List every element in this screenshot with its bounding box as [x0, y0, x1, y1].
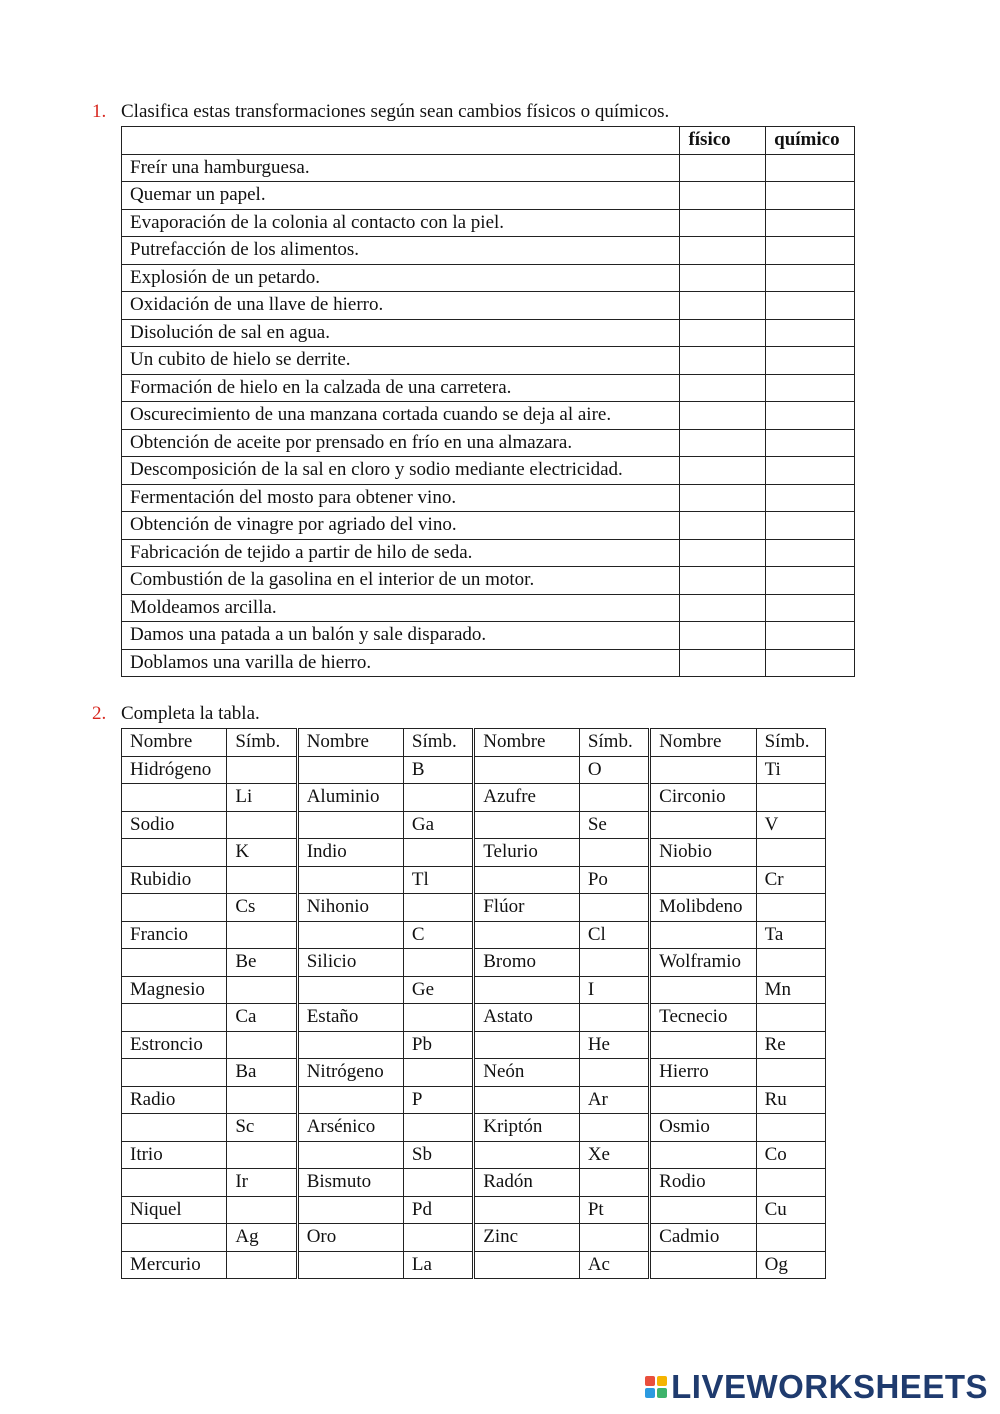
name-answer-cell[interactable]: [474, 1086, 580, 1114]
name-answer-cell[interactable]: [474, 866, 580, 894]
question-1-prompt: Clasifica estas transformaciones según sean cambios físicos o químicos.: [121, 101, 670, 122]
fisico-answer-cell[interactable]: [680, 154, 766, 182]
element-name: Wolframio: [650, 949, 756, 977]
table-row: [122, 539, 855, 567]
element-name: Rodio: [650, 1169, 756, 1197]
element-name: Itrio: [122, 1141, 227, 1169]
name-answer-cell[interactable]: [297, 976, 403, 1004]
element-symbol: Re: [756, 1031, 825, 1059]
fisico-answer-cell[interactable]: [680, 319, 766, 347]
fisico-answer-cell[interactable]: [680, 237, 766, 265]
symbol-answer-cell[interactable]: [403, 1114, 473, 1142]
liveworksheets-logo-icon: [645, 1376, 667, 1398]
name-answer-cell[interactable]: [650, 811, 756, 839]
element-name: Nitrógeno: [297, 1059, 403, 1087]
name-answer-cell[interactable]: [650, 976, 756, 1004]
element-name: Niobio: [650, 839, 756, 867]
table-row: [122, 811, 826, 839]
element-name: Hierro: [650, 1059, 756, 1087]
element-symbol: Cu: [756, 1196, 825, 1224]
table-row: [122, 484, 855, 512]
table-row: [122, 622, 855, 650]
symbol-answer-cell[interactable]: [403, 894, 473, 922]
header-simbolo: Símb.: [756, 729, 825, 757]
element-symbol: Be: [227, 949, 297, 977]
element-symbol: Sc: [227, 1114, 297, 1142]
fisico-answer-cell[interactable]: [680, 457, 766, 485]
element-name: Estaño: [297, 1004, 403, 1032]
quimico-answer-cell[interactable]: [766, 649, 855, 677]
element-name: Zinc: [474, 1224, 580, 1252]
element-name: Osmio: [650, 1114, 756, 1142]
transformation-label: Evaporación de la colonia al contacto con la piel.: [122, 209, 680, 237]
element-symbol: Ru: [756, 1086, 825, 1114]
symbol-answer-cell[interactable]: [227, 1031, 297, 1059]
quimico-answer-cell[interactable]: [766, 457, 855, 485]
table-row: [122, 1004, 826, 1032]
name-answer-cell[interactable]: [474, 921, 580, 949]
symbol-answer-cell[interactable]: [403, 784, 473, 812]
name-answer-cell[interactable]: [297, 1251, 403, 1279]
element-name: Estroncio: [122, 1031, 227, 1059]
table-header-row: [122, 127, 855, 155]
fisico-answer-cell[interactable]: [680, 209, 766, 237]
table-row: [122, 319, 855, 347]
name-answer-cell[interactable]: [122, 1004, 227, 1032]
element-name: Mercurio: [122, 1251, 227, 1279]
element-symbol: Sb: [403, 1141, 473, 1169]
quimico-answer-cell[interactable]: [766, 182, 855, 210]
table-row: [122, 756, 826, 784]
element-name: Tecnecio: [650, 1004, 756, 1032]
symbol-answer-cell[interactable]: [579, 1059, 649, 1087]
name-answer-cell[interactable]: [122, 784, 227, 812]
table-row: [122, 1114, 826, 1142]
name-answer-cell[interactable]: [122, 839, 227, 867]
header-simbolo: Símb.: [403, 729, 473, 757]
element-symbol: Pb: [403, 1031, 473, 1059]
element-symbol: Cr: [756, 866, 825, 894]
symbol-answer-cell[interactable]: [756, 784, 825, 812]
quimico-answer-cell[interactable]: [766, 319, 855, 347]
name-answer-cell[interactable]: [297, 811, 403, 839]
fisico-answer-cell[interactable]: [680, 347, 766, 375]
transformation-label: Obtención de vinagre por agriado del vino.: [122, 512, 680, 540]
element-name: Cadmio: [650, 1224, 756, 1252]
fisico-answer-cell[interactable]: [680, 292, 766, 320]
symbol-answer-cell[interactable]: [579, 839, 649, 867]
symbol-answer-cell[interactable]: [756, 1114, 825, 1142]
element-name: Telurio: [474, 839, 580, 867]
symbol-answer-cell[interactable]: [227, 756, 297, 784]
element-name: Bromo: [474, 949, 580, 977]
table-row: [122, 402, 855, 430]
question-2-prompt: Completa la tabla.: [121, 703, 260, 724]
element-name: Indio: [297, 839, 403, 867]
table-row: [122, 839, 826, 867]
name-answer-cell[interactable]: [297, 1031, 403, 1059]
quimico-answer-cell[interactable]: [766, 264, 855, 292]
table-row: [122, 1031, 826, 1059]
symbol-answer-cell[interactable]: [227, 811, 297, 839]
symbol-answer-cell[interactable]: [227, 1251, 297, 1279]
question-2: [92, 703, 260, 725]
element-symbol: O: [579, 756, 649, 784]
symbol-answer-cell[interactable]: [756, 839, 825, 867]
element-name: Azufre: [474, 784, 580, 812]
element-name: Radio: [122, 1086, 227, 1114]
element-name: Hidrógeno: [122, 756, 227, 784]
element-symbol: Ti: [756, 756, 825, 784]
symbol-answer-cell[interactable]: [403, 1004, 473, 1032]
fisico-answer-cell[interactable]: [680, 484, 766, 512]
element-symbol: Ir: [227, 1169, 297, 1197]
header-simbolo: Símb.: [579, 729, 649, 757]
element-symbol: Mn: [756, 976, 825, 1004]
header-quimico: químico: [766, 127, 855, 155]
element-symbol: Ge: [403, 976, 473, 1004]
fisico-answer-cell[interactable]: [680, 594, 766, 622]
element-name: Magnesio: [122, 976, 227, 1004]
quimico-answer-cell[interactable]: [766, 154, 855, 182]
symbol-answer-cell[interactable]: [579, 1169, 649, 1197]
table-row: [122, 1169, 826, 1197]
table-row: [122, 567, 855, 595]
transformation-label: Freír una hamburguesa.: [122, 154, 680, 182]
name-answer-cell[interactable]: [297, 921, 403, 949]
name-answer-cell[interactable]: [650, 1251, 756, 1279]
element-name: Arsénico: [297, 1114, 403, 1142]
symbol-answer-cell[interactable]: [756, 1169, 825, 1197]
transformation-label: Oscurecimiento de una manzana cortada cuando se deja al aire.: [122, 402, 680, 430]
table-row: [122, 154, 855, 182]
element-name: Bismuto: [297, 1169, 403, 1197]
transformation-label: Fermentación del mosto para obtener vino.: [122, 484, 680, 512]
name-answer-cell[interactable]: [474, 1031, 580, 1059]
element-name: Circonio: [650, 784, 756, 812]
name-answer-cell[interactable]: [122, 1169, 227, 1197]
fisico-answer-cell[interactable]: [680, 182, 766, 210]
element-symbol: Ta: [756, 921, 825, 949]
table-row: [122, 292, 855, 320]
fisico-answer-cell[interactable]: [680, 649, 766, 677]
symbol-answer-cell[interactable]: [227, 1086, 297, 1114]
quimico-answer-cell[interactable]: [766, 512, 855, 540]
brand-name: LIVEWORKSHEETS: [671, 1368, 988, 1405]
element-symbol: Ba: [227, 1059, 297, 1087]
element-symbol: La: [403, 1251, 473, 1279]
quimico-answer-cell[interactable]: [766, 292, 855, 320]
element-name: Francio: [122, 921, 227, 949]
table-row: [122, 237, 855, 265]
symbol-answer-cell[interactable]: [579, 1224, 649, 1252]
element-symbol: Pt: [579, 1196, 649, 1224]
transformation-label: Disolución de sal en agua.: [122, 319, 680, 347]
question-1: [92, 101, 669, 123]
header-nombre: Nombre: [650, 729, 756, 757]
element-name: Sodio: [122, 811, 227, 839]
quimico-answer-cell[interactable]: [766, 429, 855, 457]
question-1-number: 1.: [92, 101, 107, 122]
name-answer-cell[interactable]: [122, 1059, 227, 1087]
quimico-answer-cell[interactable]: [766, 402, 855, 430]
transformation-label: Doblamos una varilla de hierro.: [122, 649, 680, 677]
symbol-answer-cell[interactable]: [756, 1004, 825, 1032]
classification-table: [121, 126, 855, 677]
elements-table: [121, 728, 826, 1279]
quimico-answer-cell[interactable]: [766, 347, 855, 375]
name-answer-cell[interactable]: [650, 921, 756, 949]
name-answer-cell[interactable]: [297, 1141, 403, 1169]
name-answer-cell[interactable]: [297, 866, 403, 894]
name-answer-cell[interactable]: [297, 756, 403, 784]
name-answer-cell[interactable]: [650, 1086, 756, 1114]
element-symbol: He: [579, 1031, 649, 1059]
element-symbol: Cs: [227, 894, 297, 922]
table-row: [122, 594, 855, 622]
table-row: [122, 949, 826, 977]
element-name: Rubidio: [122, 866, 227, 894]
table-row: [122, 976, 826, 1004]
transformation-label: Quemar un papel.: [122, 182, 680, 210]
element-name: Molibdeno: [650, 894, 756, 922]
name-answer-cell[interactable]: [122, 949, 227, 977]
element-symbol: Co: [756, 1141, 825, 1169]
header-simbolo: Símb.: [227, 729, 297, 757]
name-answer-cell[interactable]: [474, 976, 580, 1004]
quimico-answer-cell[interactable]: [766, 237, 855, 265]
table-row: [122, 182, 855, 210]
element-symbol: Po: [579, 866, 649, 894]
symbol-answer-cell[interactable]: [579, 1114, 649, 1142]
transformation-label: Putrefacción de los alimentos.: [122, 237, 680, 265]
transformation-label: Combustión de la gasolina en el interior de un motor.: [122, 567, 680, 595]
name-answer-cell[interactable]: [474, 1251, 580, 1279]
fisico-answer-cell[interactable]: [680, 567, 766, 595]
symbol-answer-cell[interactable]: [756, 894, 825, 922]
name-answer-cell[interactable]: [650, 1196, 756, 1224]
header-nombre: Nombre: [297, 729, 403, 757]
element-name: Aluminio: [297, 784, 403, 812]
transformation-label: Explosión de un petardo.: [122, 264, 680, 292]
quimico-answer-cell[interactable]: [766, 622, 855, 650]
table-row: [122, 457, 855, 485]
symbol-answer-cell[interactable]: [579, 1004, 649, 1032]
name-answer-cell[interactable]: [650, 866, 756, 894]
table-row: [122, 894, 826, 922]
symbol-answer-cell[interactable]: [579, 949, 649, 977]
element-symbol: Ac: [579, 1251, 649, 1279]
transformation-label: Moldeamos arcilla.: [122, 594, 680, 622]
transformation-label: Formación de hielo en la calzada de una carretera.: [122, 374, 680, 402]
header-nombre: Nombre: [474, 729, 580, 757]
symbol-answer-cell[interactable]: [227, 866, 297, 894]
fisico-answer-cell[interactable]: [680, 429, 766, 457]
symbol-answer-cell[interactable]: [403, 1224, 473, 1252]
element-symbol: Ga: [403, 811, 473, 839]
table-row: [122, 784, 826, 812]
table-row: [122, 512, 855, 540]
quimico-answer-cell[interactable]: [766, 539, 855, 567]
symbol-answer-cell[interactable]: [227, 921, 297, 949]
symbol-answer-cell[interactable]: [579, 784, 649, 812]
element-name: Silicio: [297, 949, 403, 977]
element-name: Radón: [474, 1169, 580, 1197]
element-name: Nihonio: [297, 894, 403, 922]
name-answer-cell[interactable]: [297, 1086, 403, 1114]
symbol-answer-cell[interactable]: [227, 1141, 297, 1169]
name-answer-cell[interactable]: [650, 1031, 756, 1059]
symbol-answer-cell[interactable]: [227, 1196, 297, 1224]
element-symbol: P: [403, 1086, 473, 1114]
element-symbol: Pd: [403, 1196, 473, 1224]
symbol-answer-cell[interactable]: [403, 949, 473, 977]
fisico-answer-cell[interactable]: [680, 512, 766, 540]
element-symbol: K: [227, 839, 297, 867]
transformation-label: Obtención de aceite por prensado en frío en una almazara.: [122, 429, 680, 457]
fisico-answer-cell[interactable]: [680, 264, 766, 292]
symbol-answer-cell[interactable]: [756, 1059, 825, 1087]
table-row: [122, 866, 826, 894]
name-answer-cell[interactable]: [122, 1114, 227, 1142]
table-row: [122, 429, 855, 457]
symbol-answer-cell[interactable]: [579, 894, 649, 922]
question-2-number: 2.: [92, 703, 107, 724]
name-answer-cell[interactable]: [650, 756, 756, 784]
symbol-answer-cell[interactable]: [756, 1224, 825, 1252]
element-symbol: Ag: [227, 1224, 297, 1252]
name-answer-cell[interactable]: [474, 811, 580, 839]
element-name: Niquel: [122, 1196, 227, 1224]
symbol-answer-cell[interactable]: [403, 1169, 473, 1197]
table-row: [122, 1251, 826, 1279]
header-fisico: físico: [680, 127, 766, 155]
table-header-row: [122, 729, 826, 757]
element-name: Flúor: [474, 894, 580, 922]
name-answer-cell[interactable]: [650, 1141, 756, 1169]
fisico-answer-cell[interactable]: [680, 539, 766, 567]
header-nombre: Nombre: [122, 729, 227, 757]
transformation-label: Damos una patada a un balón y sale disparado.: [122, 622, 680, 650]
name-answer-cell[interactable]: [122, 894, 227, 922]
element-symbol: V: [756, 811, 825, 839]
fisico-answer-cell[interactable]: [680, 402, 766, 430]
symbol-answer-cell[interactable]: [403, 839, 473, 867]
table-row: [122, 209, 855, 237]
quimico-answer-cell[interactable]: [766, 374, 855, 402]
symbol-answer-cell[interactable]: [227, 976, 297, 1004]
transformation-label: Fabricación de tejido a partir de hilo de seda.: [122, 539, 680, 567]
table-row: [122, 649, 855, 677]
fisico-answer-cell[interactable]: [680, 622, 766, 650]
element-symbol: B: [403, 756, 473, 784]
symbol-answer-cell[interactable]: [403, 1059, 473, 1087]
table-row: [122, 921, 826, 949]
element-symbol: Xe: [579, 1141, 649, 1169]
quimico-answer-cell[interactable]: [766, 209, 855, 237]
element-name: Oro: [297, 1224, 403, 1252]
transformation-label: Un cubito de hielo se derrite.: [122, 347, 680, 375]
element-symbol: Se: [579, 811, 649, 839]
table-row: [122, 374, 855, 402]
fisico-answer-cell[interactable]: [680, 374, 766, 402]
name-answer-cell[interactable]: [474, 1196, 580, 1224]
table-row: [122, 1059, 826, 1087]
element-symbol: Ar: [579, 1086, 649, 1114]
element-name: Neón: [474, 1059, 580, 1087]
name-answer-cell[interactable]: [474, 1141, 580, 1169]
element-symbol: C: [403, 921, 473, 949]
quimico-answer-cell[interactable]: [766, 484, 855, 512]
element-symbol: I: [579, 976, 649, 1004]
name-answer-cell[interactable]: [122, 1224, 227, 1252]
element-symbol: Li: [227, 784, 297, 812]
element-name: Kriptón: [474, 1114, 580, 1142]
symbol-answer-cell[interactable]: [756, 949, 825, 977]
quimico-answer-cell[interactable]: [766, 594, 855, 622]
quimico-answer-cell[interactable]: [766, 567, 855, 595]
element-symbol: Cl: [579, 921, 649, 949]
table-row: [122, 347, 855, 375]
element-symbol: Tl: [403, 866, 473, 894]
name-answer-cell[interactable]: [474, 756, 580, 784]
element-name: Astato: [474, 1004, 580, 1032]
element-symbol: Ca: [227, 1004, 297, 1032]
table-row: [122, 1086, 826, 1114]
table-row: [122, 1196, 826, 1224]
table-row: [122, 1141, 826, 1169]
element-symbol: Og: [756, 1251, 825, 1279]
table-row: [122, 1224, 826, 1252]
table-row: [122, 264, 855, 292]
header-blank: [122, 127, 680, 155]
transformation-label: Oxidación de una llave de hierro.: [122, 292, 680, 320]
name-answer-cell[interactable]: [297, 1196, 403, 1224]
transformation-label: Descomposición de la sal en cloro y sodio mediante electricidad.: [122, 457, 680, 485]
liveworksheets-brand: [645, 1368, 988, 1406]
